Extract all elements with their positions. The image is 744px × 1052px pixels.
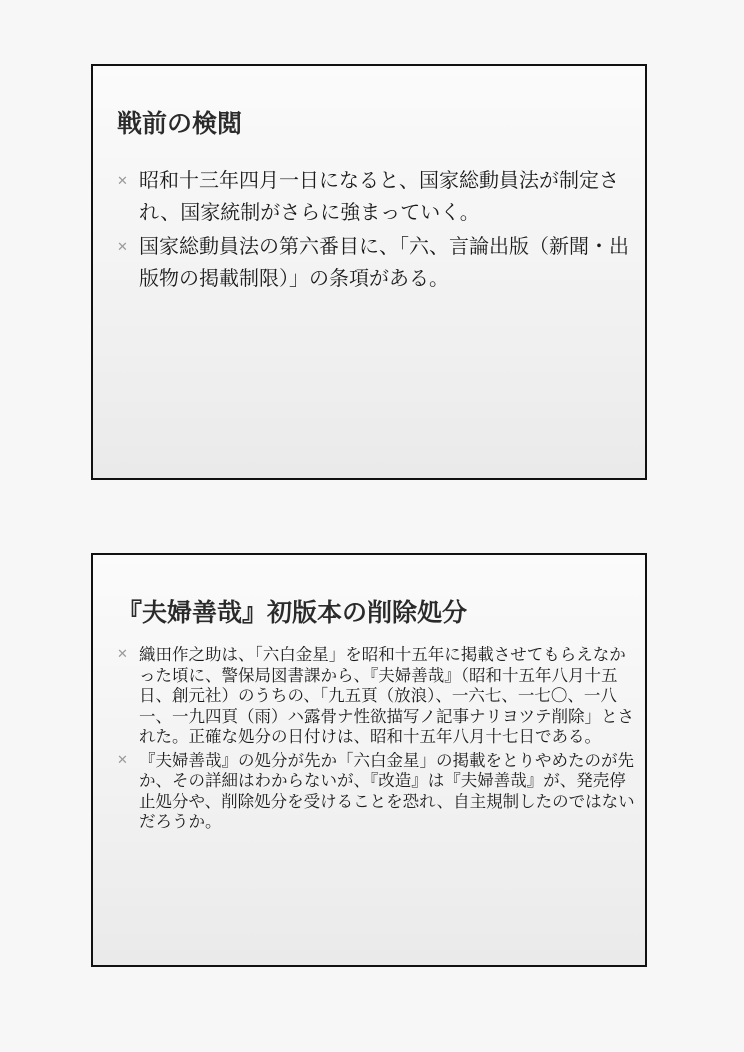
x-bullet-icon: ✕: [117, 752, 128, 768]
list-item: [115, 645, 637, 748]
x-bullet-icon: ✕: [117, 240, 128, 255]
slide-title: 『夫婦善哉』初版本の削除処分: [117, 598, 468, 627]
bullet-list: [115, 645, 637, 836]
slide-1: [91, 64, 647, 480]
bullet-text: 昭和十三年四月一日になると、国家総動員法が制定され、国家統制がさらに強まっていく。: [139, 168, 619, 224]
list-item: [115, 164, 637, 228]
x-bullet-icon: ✕: [117, 174, 128, 189]
list-item: [115, 230, 637, 294]
list-item: [115, 751, 637, 833]
bullet-text: 織田作之助は、「六白金星」を昭和十五年に掲載させてもらえなかった頃に、警保局図書課から、『夫婦善哉』（昭和十五年八月十五日、創元社）のうちの、「九五頁（放浪）、一六七、一七〇、一八一、一九四頁（雨）ハ露骨ナ性欲描写ノ記事ナリヨツテ削除」とされた。正確な処分の日付けは、昭和十五年八月十七日である。: [139, 645, 634, 746]
bullet-text: 『夫婦善哉』の処分が先か「六白金星」の掲載をとりやめたのが先か、その詳細はわからないが、『改造』は『夫婦善哉』が、発売停止処分や、削除処分を受けることを恐れ、自主規制したのではないだろうか。: [139, 750, 635, 831]
x-bullet-icon: ✕: [117, 647, 128, 662]
slide-title: 戦前の検閲: [117, 109, 243, 138]
bullet-list: [115, 164, 637, 296]
bullet-text: 国家総動員法の第六番目に、「六、言論出版（新聞・出版物の掲載制限）」の条項がある。: [139, 234, 629, 290]
slide-2: [91, 553, 647, 967]
